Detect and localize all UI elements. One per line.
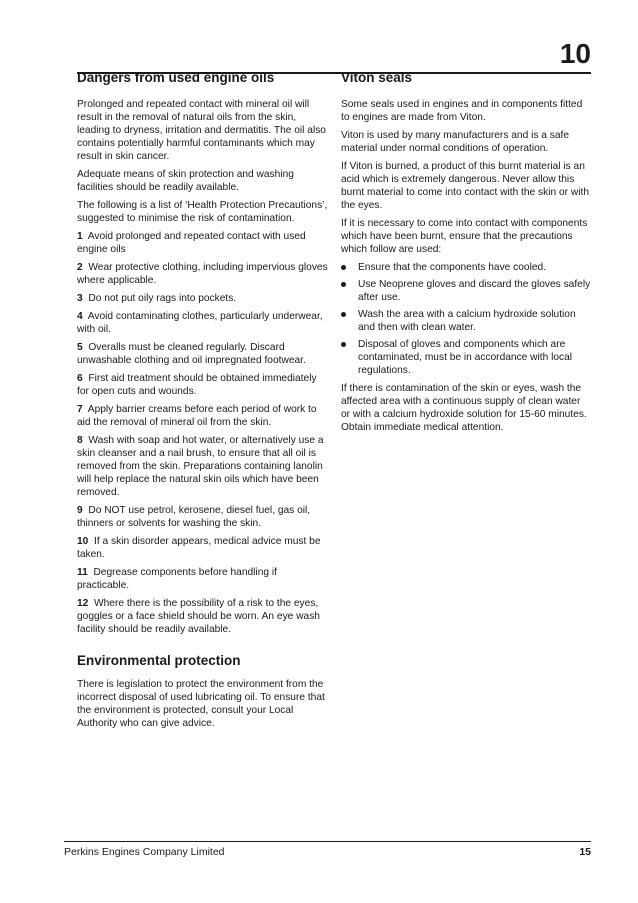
paragraph: Viton is used by many manufacturers and is a safe material under normal conditions of operation. — [341, 130, 570, 154]
item-number: 6 — [77, 373, 83, 384]
item-number: 3 — [77, 293, 83, 304]
precaution-bullets — [341, 261, 591, 377]
item-number: 5 — [77, 342, 83, 353]
right-column — [341, 70, 591, 439]
item-text: Wash with soap and hot water, or alternatively use a skin cleanser and a nail brush, to ensure that all oil is removed from the skin. Preparations containing lanolin will help replace the natural skin oils which have been removed. — [77, 435, 324, 498]
section-title-viton-seals: Viton seals — [341, 70, 413, 85]
paragraph: The following is a list of ‘Health Protection Precautions’, suggested to minimise the risk of contamination. — [77, 200, 328, 224]
precaution-item — [77, 597, 330, 636]
bullet-item — [341, 308, 591, 334]
item-text: Overalls must be cleaned regularly. Discard unwashable clothing and oil impregnated footwear. — [77, 342, 306, 366]
bullet-text: Wash the area with a calcium hydroxide solution and then with clean water. — [358, 309, 576, 333]
bullet-dot-icon — [341, 282, 346, 287]
precaution-item — [77, 403, 330, 429]
item-text: Degrease components before handling if practicable. — [77, 567, 277, 591]
item-text: If a skin disorder appears, medical advice must be taken. — [77, 536, 321, 560]
item-number: 7 — [77, 404, 83, 415]
bullet-text: Disposal of gloves and components which are contaminated, must be in accordance with local regulations. — [358, 339, 573, 376]
item-number: 9 — [77, 505, 83, 516]
precaution-item — [77, 292, 330, 305]
precaution-item — [77, 341, 330, 367]
bullet-dot-icon — [341, 265, 346, 270]
bullet-text: Use Neoprene gloves and discard the gloves safely after use. — [358, 279, 591, 303]
item-text: First aid treatment should be obtained immediately for open cuts and wounds. — [77, 373, 317, 397]
paragraph: If there is contamination of the skin or eyes, wash the affected area with a continuous supply of clean water or with a calcium hydroxide solution for 15-60 minutes. Obtain immediate medical attention. — [341, 383, 587, 433]
paragraph: Some seals used in engines and in components fitted to engines are made from Viton. — [341, 99, 583, 123]
precaution-item — [77, 230, 330, 256]
item-text: Avoid prolonged and repeated contact with used engine oils — [77, 231, 306, 255]
paragraph: If it is necessary to come into contact with components which have been burnt, ensure that the precautions which follow are used: — [341, 218, 588, 255]
bullet-item — [341, 278, 591, 304]
item-number: 11 — [77, 567, 88, 578]
item-text: Do NOT use petrol, kerosene, diesel fuel, gas oil, thinners or solvents for washing the skin. — [77, 505, 311, 529]
paragraph: There is legislation to protect the environment from the incorrect disposal of used lubricating oil. To ensure that the environment is protected, consult your Local Authority who can give advice. — [77, 679, 325, 729]
left-column — [77, 70, 330, 735]
item-number: 8 — [77, 435, 83, 446]
footer-rule — [64, 841, 591, 842]
chapter-number: 10 — [559, 38, 591, 69]
precaution-item — [77, 504, 330, 530]
footer-page-number: 15 — [579, 846, 591, 858]
item-text: Do not put oily rags into pockets. — [88, 293, 237, 304]
item-text: Avoid contaminating clothes, particularly underwear, with oil. — [77, 311, 323, 335]
precaution-item — [77, 434, 330, 499]
item-number: 12 — [77, 598, 89, 609]
precaution-item — [77, 310, 330, 336]
item-number: 10 — [77, 536, 89, 547]
section-title-environmental-protection: Environmental protection — [77, 653, 241, 668]
paragraph: Prolonged and repeated contact with mineral oil will result in the removal of natural oils from the skin, leading to dryness, irritation and dermatitis. The oil also contains potentially harmful contaminants which may result in skin cancer. — [77, 99, 326, 162]
bullet-dot-icon — [341, 342, 346, 347]
precaution-item — [77, 566, 330, 592]
section-title-used-engine-oils: Dangers from used engine oils — [77, 70, 275, 85]
bullet-dot-icon — [341, 312, 346, 317]
precaution-item — [77, 261, 330, 287]
paragraph: If Viton is burned, a product of this burnt material is an acid which is extremely dangerous. Never allow this burnt material to come into contact with the skin or with the eyes. — [341, 161, 590, 211]
item-number: 4 — [77, 311, 83, 322]
precaution-item — [77, 535, 330, 561]
paragraph: Adequate means of skin protection and washing facilities should be readily available. — [77, 169, 294, 193]
item-text: Where there is the possibility of a risk to the eyes, goggles or a face shield should be worn. An eye wash facility should be readily available. — [77, 598, 320, 635]
item-text: Wear protective clothing, including impervious gloves where applicable. — [77, 262, 328, 286]
footer-company: Perkins Engines Company Limited — [64, 846, 225, 858]
item-text: Apply barrier creams before each period of work to aid the removal of mineral oil from the skin. — [77, 404, 317, 428]
bullet-item — [341, 261, 591, 274]
bullet-item — [341, 338, 591, 377]
item-number: 2 — [77, 262, 83, 273]
bullet-text: Ensure that the components have cooled. — [358, 262, 547, 273]
item-number: 1 — [77, 231, 83, 242]
precaution-item — [77, 372, 330, 398]
